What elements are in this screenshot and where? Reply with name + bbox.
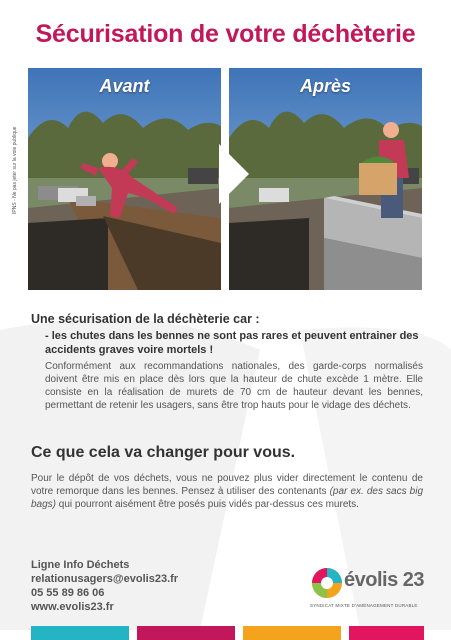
color-stripe <box>137 626 235 640</box>
contact-website[interactable]: www.evolis23.fr <box>31 601 114 613</box>
page-title: Sécurisation de votre déchèterie <box>35 20 416 48</box>
color-stripe <box>349 626 424 640</box>
contact-label: Ligne Info Déchets <box>31 559 130 571</box>
logo-tagline: SYNDICAT MIXTE D'AMÉNAGEMENT DURABLE <box>310 603 418 608</box>
section1-paragraph: Conformément aux recommandations nationales, des garde-corps normalisés doivent être mis en place dès lors que la hauteur de chute excède 1 mètre. Elle consiste en la réalisation de murets de 70 cm de hauteur devant les bennes, permettant de retenir les usagers, sans être trop hauts pour le vidage des déchets. <box>45 361 423 411</box>
after-label: Après <box>299 76 352 96</box>
section1-bullet: - les chutes dans les bennes ne sont pas rares et peuvent entrainer des accidents graves voire mortels ! <box>45 330 419 356</box>
logo-name: évolis 23 <box>344 569 425 591</box>
contact-email[interactable]: relationusagers@evolis23.fr <box>31 573 179 585</box>
contact-phone[interactable]: 05 55 89 86 06 <box>31 587 105 599</box>
section2-paragraph: Pour le dépôt de vos déchets, vous ne pouvez plus vider directement le contenu de votre remorque dans les bennes. Pensez à utiliser des contenants (par ex. des sacs big bags) qui pourront aisément être posés puis vidés par-dessus ces murets. <box>31 473 424 510</box>
arrow-right-icon <box>219 144 249 204</box>
before-label: Avant <box>99 76 150 96</box>
evolis-logo <box>310 566 430 612</box>
color-stripe <box>31 626 129 640</box>
section1-heading: Une sécurisation de la déchèterie car : <box>31 312 260 326</box>
section2-heading: Ce que cela va changer pour vous. <box>31 444 296 461</box>
side-note: IPNS - Ne pas jeter sur la voie publique <box>12 126 18 214</box>
color-stripe <box>243 626 341 640</box>
after-photo <box>229 68 422 290</box>
evolis-logo-icon <box>310 566 344 600</box>
before-photo <box>28 68 221 290</box>
